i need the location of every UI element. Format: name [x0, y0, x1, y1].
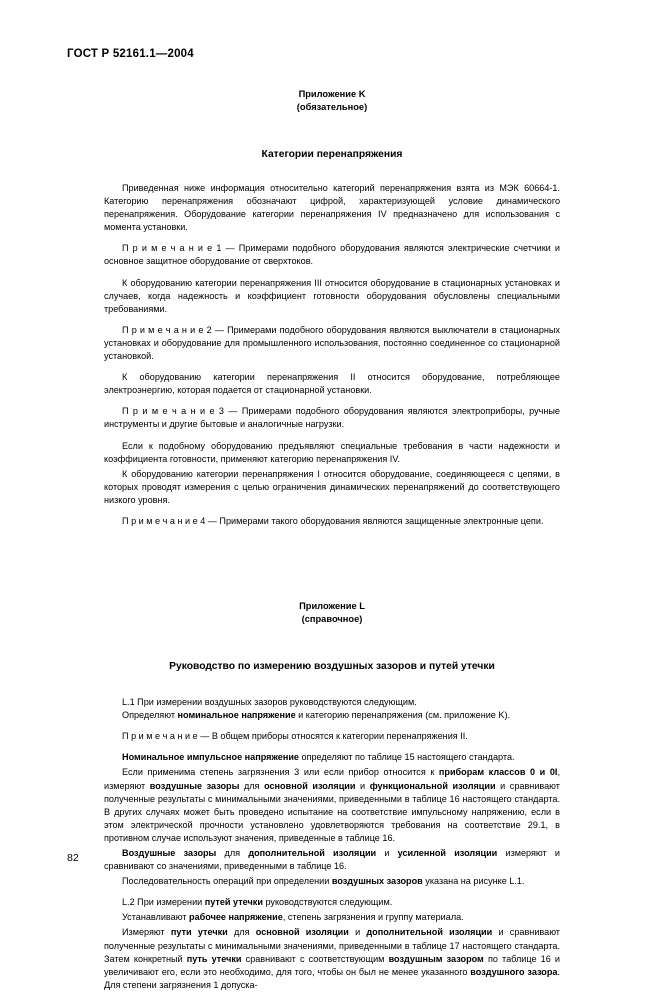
emphasis-text: путь утечки [186, 953, 242, 964]
page-content [104, 88, 560, 992]
plain-text: и сравнивают полученные результаты с минимальными значениями, приведенными в таблице 16 настоящего стандарта. В других случаях может быть проведено испытание на соответствие импульсному напряжению, если в этом электрической прочности установлено удовлетворяются требования на соответствие 29.1, в противном случае используют значения, приведенные в таблице 16. [104, 780, 560, 843]
appendix-l-label: Приложение L [299, 601, 365, 612]
paragraph [104, 875, 560, 888]
appendix-l-title: Руководство по измерению воздушных зазоров и путей утечки [169, 661, 495, 673]
plain-text: определяют по таблице 15 настоящего стандарта. [298, 752, 515, 763]
note-paragraph: П р и м е ч а н и е 4 — Примерами такого оборудования являются защищенные электронные цепи. [122, 515, 544, 526]
plain-text: руководствуются следующим. [262, 897, 393, 908]
emphasis-text: путей утечки [204, 897, 263, 908]
appendix-l-status: (справочное) [301, 614, 363, 625]
paragraph [104, 847, 560, 873]
plain-text: Измеряют [122, 927, 171, 938]
emphasis-text: пути утечки [170, 927, 228, 938]
paragraph: К оборудованию категории перенапряжения III относится оборудование в стационарных установках и случаев, когда надежность и коэффициент готовности оборудования обусловлены специальными требованиями. [104, 277, 560, 314]
emphasis-text: воздушных зазоров [331, 876, 423, 887]
paragraph [104, 730, 560, 743]
plain-text: , измеряют [104, 767, 560, 791]
emphasis-text: основной изоляции [255, 927, 349, 938]
plain-text: Определяют [122, 710, 178, 721]
plain-text: Устанавливают [122, 912, 190, 923]
plain-text: для [216, 848, 249, 858]
appendix-l-body [104, 696, 560, 992]
emphasis-text: Номинальное импульсное напряжение [122, 752, 299, 763]
paragraph [104, 911, 560, 924]
paragraph [104, 696, 560, 709]
plain-text: и сравнивают полученные результаты с минимальными значениями, приведенными в таблице 17 настоящего стандарта. Затем конкретный [104, 927, 560, 964]
emphasis-text: приборам классов 0 и 0I [438, 767, 558, 778]
paragraph: Приведенная ниже информация относительно категорий перенапряжения взята из МЭК 60664-1. Категорию перенапряжения обозначают цифрой, характеризующей условие динамического перенапряжения. Оборудование категории перенапряжения IV предназначено для использования с момента установки. [104, 183, 560, 233]
paragraph [104, 926, 560, 991]
note-paragraph: П р и м е ч а н и е 2 — Примерами подобного оборудования являются выключатели в стационарных установках и оборудование для промышленного использования, постоянно соединенное со стационарной установкой. [104, 324, 560, 362]
plain-text: указана на рисунке L.1. [422, 876, 525, 887]
emphasis-text: номинальное напряжение [177, 710, 296, 721]
emphasis-text: Воздушные зазоры [122, 848, 217, 858]
emphasis-text: рабочее напряжение [189, 912, 283, 923]
page-header: ГОСТ Р 52161.1—2004 [67, 48, 194, 60]
plain-text: L.2 При измерении [122, 897, 205, 908]
emphasis-text: воздушным зазором [388, 953, 484, 964]
plain-text: измеряют и сравнивают со значениями, приведенными в таблице 16. [104, 848, 561, 872]
emphasis-text: основной изоляции [264, 780, 356, 791]
plain-text: L.1 При измерении воздушных зазоров руководствуются следующим. [122, 697, 417, 708]
paragraph [104, 896, 560, 909]
plain-text: и [376, 848, 398, 858]
plain-text: и [355, 780, 370, 791]
appendix-k-status: (обязательное) [296, 102, 368, 112]
emphasis-text: усиленной изоляции [397, 848, 498, 858]
emphasis-text: дополнительной изоляции [248, 848, 377, 858]
plain-text: для [239, 780, 265, 791]
page-number: 82 [67, 852, 79, 864]
paragraph: К оборудованию категории перенапряжения I относится оборудование, соединяющееся с цепями, в которых проводят измерения с целью ограничения динамических перенапряжений до соответствующего низкого уровня. [104, 468, 560, 505]
note-paragraph: П р и м е ч а н и е 1 — Примерами подобного оборудования являются электрические счетчики и основное защитное оборудование от сверхтоков. [104, 243, 560, 267]
paragraph [104, 766, 560, 845]
paragraph [104, 751, 560, 764]
paragraph: К оборудованию категории перенапряжения II относится оборудование, потребляющее электроэнергию, которая подается от стационарной установки. [104, 372, 560, 396]
plain-text: по таблице 16 и увеличивают его, если это необходимо, для того, чтобы он был не менее указанного [104, 953, 561, 977]
paragraph: Если к подобному оборудованию предъявляют специальные требования в части надежности и коэффициента готовности, применяют категорию перенапряжения IV. [104, 440, 560, 464]
appendix-k-title: Категории перенапряжения [261, 149, 403, 160]
plain-text: и [348, 927, 367, 938]
plain-text: , степень загрязнения и группу материала. [282, 912, 464, 923]
plain-text: и категорию перенапряжения (см. приложение K). [295, 710, 511, 721]
plain-text: для [227, 927, 256, 938]
plain-text: П р и м е ч а н и е — В общем приборы относятся к категории перенапряжения II. [122, 731, 468, 742]
plain-text: Последовательность операций при определении [122, 876, 332, 887]
plain-text: . Для степени загрязнения 1 допуска- [104, 966, 560, 990]
plain-text: сравнивают с соответствующим [241, 953, 389, 964]
note-paragraph: П р и м е ч а н и е 3 — Примерами подобного оборудования являются электроприборы, ручные инструменты и другие бытовые и аналогичные нагрузки. [104, 406, 560, 430]
emphasis-text: дополнительной изоляции [366, 927, 493, 938]
emphasis-text: воздушные зазоры [149, 780, 240, 791]
emphasis-text: воздушного зазора [470, 966, 558, 977]
emphasis-text: функциональной изоляции [369, 780, 496, 791]
appendix-k-label: Приложение K [298, 89, 366, 99]
plain-text: Если применима степень загрязнения 3 или если прибор относится к [122, 767, 439, 778]
paragraph [104, 709, 560, 722]
